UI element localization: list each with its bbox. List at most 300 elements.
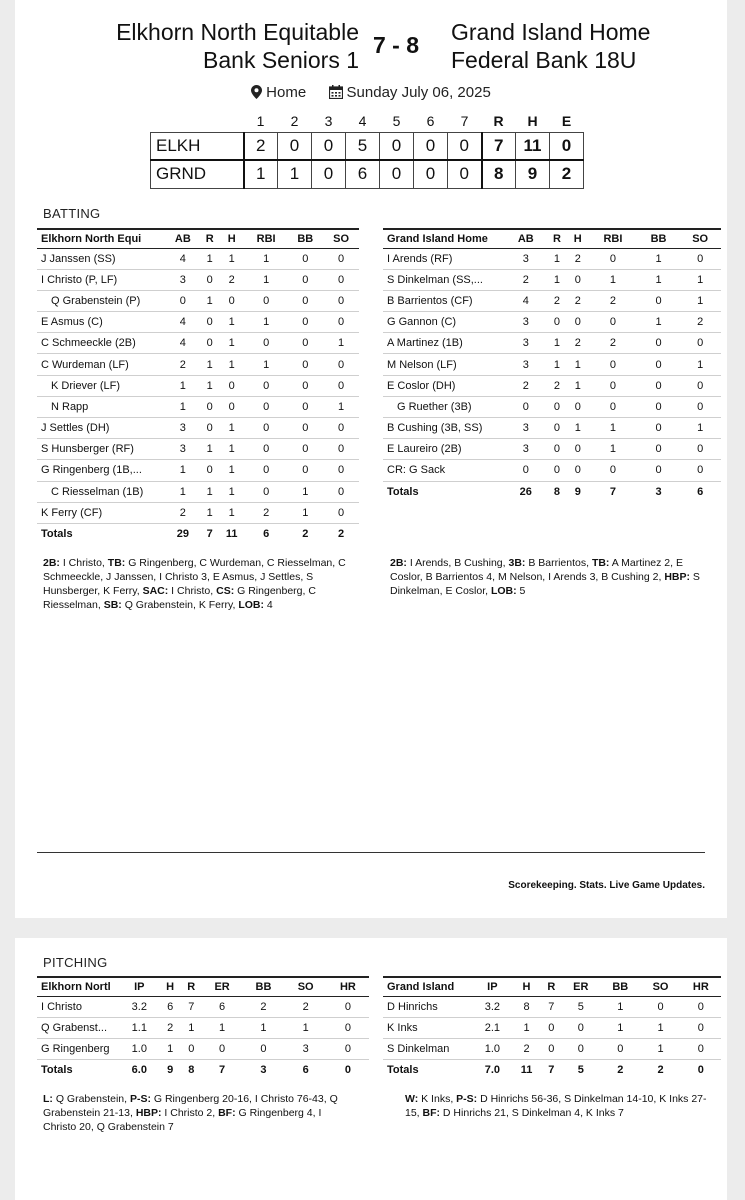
player-name[interactable]: I Christo (P, LF): [37, 269, 165, 290]
player-row[interactable]: [383, 1017, 721, 1038]
player-name[interactable]: G Ruether (3B): [383, 396, 505, 417]
runs-total: 7: [482, 132, 516, 160]
total-cell: 11: [219, 523, 245, 544]
divider: [37, 852, 705, 853]
pitching-card: [15, 938, 727, 1200]
location-pin-icon: [251, 85, 262, 99]
stat-cell: 1: [201, 375, 219, 396]
player-row[interactable]: [383, 290, 721, 311]
stat-column-header: SO: [285, 977, 327, 996]
player-name[interactable]: Q Grabenst...: [37, 1017, 119, 1038]
stat-cell: 0: [287, 396, 323, 417]
linescore-row: [151, 160, 584, 188]
stat-cell: 2: [505, 269, 547, 290]
stat-cell: 0: [287, 439, 323, 460]
game-meta: [15, 84, 727, 101]
stat-cell: 0: [245, 439, 288, 460]
stat-cell: 1: [567, 375, 588, 396]
player-row[interactable]: [383, 269, 721, 290]
note-value: K Inks,: [418, 1093, 457, 1105]
location-label: Home: [266, 84, 307, 101]
note-key: TB:: [591, 557, 610, 569]
stat-cell: 2: [285, 996, 327, 1017]
note-key: TB:: [107, 557, 126, 569]
stat-cell: 3: [165, 269, 201, 290]
inning-header: 1: [256, 112, 265, 129]
player-name[interactable]: M Nelson (LF): [383, 354, 505, 375]
note-key: BF:: [218, 1107, 236, 1119]
stat-cell: 3: [505, 312, 547, 333]
totals-label: Totals: [37, 523, 165, 544]
stat-cell: 0: [588, 460, 638, 481]
away-pitching-table: [37, 976, 369, 1081]
stat-cell: 1: [547, 354, 568, 375]
pitching-section-title: PITCHING: [43, 955, 108, 970]
total-cell: 29: [165, 523, 201, 544]
stat-cell: 0: [588, 354, 638, 375]
stat-cell: 2: [165, 502, 201, 523]
player-name[interactable]: C Schmeeckle (2B): [37, 333, 165, 354]
player-row[interactable]: [383, 248, 721, 269]
stat-cell: 1: [165, 396, 201, 417]
note-value: I Christo,: [59, 557, 108, 569]
player-row[interactable]: [383, 312, 721, 333]
stat-cell: 0: [242, 1038, 284, 1059]
stat-cell: 0: [561, 1017, 600, 1038]
player-row[interactable]: [37, 290, 359, 311]
stat-cell: 5: [561, 996, 600, 1017]
away-batting-notes: [43, 556, 355, 612]
stat-cell: 1: [201, 481, 219, 502]
stat-cell: 0: [547, 418, 568, 439]
stat-cell: 0: [201, 460, 219, 481]
note-value: I Christo 2,: [161, 1107, 219, 1119]
player-name[interactable]: G Gannon (C): [383, 312, 505, 333]
inning-score: 2: [244, 132, 278, 160]
stat-cell: 1: [219, 418, 245, 439]
stat-cell: 7: [541, 996, 561, 1017]
inning-score: 6: [346, 160, 380, 188]
stat-header-row: [37, 977, 369, 996]
total-cell: 7: [201, 523, 219, 544]
stat-cell: 1: [638, 248, 680, 269]
note-key: 3B:: [508, 557, 526, 569]
inning-header: 7: [460, 112, 469, 129]
away-pitching-notes: [43, 1092, 355, 1134]
runs-header: R: [493, 112, 504, 129]
inning-header: 4: [358, 112, 367, 129]
note-key: 2B:: [43, 557, 60, 569]
note-key: W:: [405, 1093, 419, 1105]
stat-cell: 0: [679, 396, 721, 417]
player-name[interactable]: C Riesselman (1B): [37, 481, 165, 502]
player-name[interactable]: CR: G Sack: [383, 460, 505, 481]
player-name[interactable]: K Ferry (CF): [37, 502, 165, 523]
stat-cell: 1: [245, 269, 288, 290]
stat-cell: 1: [600, 1017, 640, 1038]
player-row[interactable]: [37, 1017, 369, 1038]
player-name[interactable]: N Rapp: [37, 396, 165, 417]
stat-column-header: RBI: [588, 229, 638, 248]
player-name[interactable]: E Coslor (DH): [383, 375, 505, 396]
player-row[interactable]: [37, 354, 359, 375]
stat-cell: 0: [201, 269, 219, 290]
stat-column-header: R: [181, 977, 202, 996]
total-cell: 6: [679, 481, 721, 502]
stat-cell: 0: [638, 375, 680, 396]
stat-cell: 0: [323, 269, 359, 290]
stat-cell: 0: [287, 418, 323, 439]
stat-cell: 1: [219, 460, 245, 481]
player-name[interactable]: S Dinkelman (SS,...: [383, 269, 505, 290]
team-column-header[interactable]: Grand Island Home: [383, 229, 505, 248]
player-name[interactable]: I Christo: [37, 996, 119, 1017]
stat-column-header: SO: [323, 229, 359, 248]
stat-column-header: H: [567, 229, 588, 248]
stat-cell: 1.0: [119, 1038, 160, 1059]
total-cell: 7: [588, 481, 638, 502]
player-name[interactable]: E Asmus (C): [37, 312, 165, 333]
note-key: HBP:: [664, 571, 690, 583]
inning-score: 0: [312, 132, 346, 160]
stat-cell: 0: [181, 1038, 202, 1059]
stat-column-header: SO: [640, 977, 680, 996]
inning-score: 0: [380, 160, 414, 188]
stat-cell: 1: [201, 439, 219, 460]
linescore-table: [150, 110, 584, 189]
total-cell: 3: [638, 481, 680, 502]
stat-cell: 0: [588, 312, 638, 333]
stat-cell: 0: [323, 312, 359, 333]
stat-cell: 4: [505, 290, 547, 311]
stat-cell: 0: [165, 290, 201, 311]
stat-cell: 0: [567, 269, 588, 290]
stat-cell: 0: [327, 996, 369, 1017]
player-name[interactable]: I Arends (RF): [383, 248, 505, 269]
player-row[interactable]: [37, 1038, 369, 1059]
stat-cell: 0: [287, 333, 323, 354]
note-key: SB:: [103, 599, 122, 611]
stat-cell: 0: [638, 354, 680, 375]
stat-cell: 1: [638, 312, 680, 333]
stat-cell: 0: [323, 439, 359, 460]
stat-cell: 1: [567, 418, 588, 439]
stat-cell: 0: [561, 1038, 600, 1059]
stat-cell: 0: [323, 375, 359, 396]
stat-cell: 3: [285, 1038, 327, 1059]
stat-cell: 0: [541, 1017, 561, 1038]
stat-cell: 3: [505, 439, 547, 460]
player-name[interactable]: A Martinez (1B): [383, 333, 505, 354]
stat-cell: 0: [567, 439, 588, 460]
stat-cell: 1.0: [473, 1038, 512, 1059]
stat-cell: 0: [327, 1038, 369, 1059]
stat-cell: 1: [588, 439, 638, 460]
player-row[interactable]: [37, 248, 359, 269]
player-name[interactable]: B Cushing (3B, SS): [383, 418, 505, 439]
player-row[interactable]: [37, 996, 369, 1017]
player-name[interactable]: K Driever (LF): [37, 375, 165, 396]
inning-score: 0: [278, 132, 312, 160]
stat-cell: 0: [567, 396, 588, 417]
player-name[interactable]: D Hinrichs: [383, 996, 473, 1017]
linescore-team: ELKH: [151, 132, 244, 160]
player-row[interactable]: [383, 333, 721, 354]
stat-cell: 4: [165, 312, 201, 333]
total-cell: 2: [600, 1060, 640, 1081]
stat-cell: 0: [287, 460, 323, 481]
player-row[interactable]: [37, 502, 359, 523]
inning-score: 1: [278, 160, 312, 188]
total-cell: 11: [512, 1060, 542, 1081]
linescore-team: GRND: [151, 160, 244, 188]
stat-cell: 1: [547, 269, 568, 290]
stat-cell: 0: [505, 460, 547, 481]
stat-cell: 0: [681, 1038, 721, 1059]
stat-cell: 0: [201, 418, 219, 439]
note-key: L:: [43, 1093, 53, 1105]
player-row[interactable]: [383, 396, 721, 417]
stat-cell: 2: [219, 269, 245, 290]
stat-header-row: [383, 229, 721, 248]
player-name[interactable]: S Hunsberger (RF): [37, 439, 165, 460]
stat-cell: 3.2: [119, 996, 160, 1017]
stat-cell: 1: [640, 1017, 680, 1038]
note-value: G Ringenberg 20-16, I Christo 76-43, Q Grabenstein 21-13,: [43, 1093, 338, 1119]
linescore-header-row: [151, 110, 584, 132]
note-key: 2B:: [390, 557, 407, 569]
stat-cell: 1: [245, 312, 288, 333]
player-row[interactable]: [37, 312, 359, 333]
stat-cell: 0: [679, 333, 721, 354]
stat-cell: 7: [181, 996, 202, 1017]
boxscore-card: [15, 0, 727, 918]
away-team-line1: Elkhorn North Equitable: [116, 19, 359, 45]
stat-cell: 1: [679, 418, 721, 439]
stat-cell: 1: [679, 290, 721, 311]
stat-cell: 1: [285, 1017, 327, 1038]
away-team-line2: Bank Seniors 1: [203, 47, 359, 73]
stat-cell: 1: [201, 502, 219, 523]
stat-cell: 2: [165, 354, 201, 375]
stat-cell: 0: [588, 248, 638, 269]
away-team-name[interactable]: [116, 18, 359, 74]
player-row[interactable]: [37, 333, 359, 354]
stat-cell: 1: [219, 333, 245, 354]
note-key: HBP:: [135, 1107, 162, 1119]
total-cell: 5: [561, 1060, 600, 1081]
player-row[interactable]: [383, 375, 721, 396]
stat-cell: 3: [505, 418, 547, 439]
player-name[interactable]: S Dinkelman: [383, 1038, 473, 1059]
stat-cell: 0: [679, 460, 721, 481]
note-value: 5: [516, 585, 526, 597]
player-name[interactable]: G Ringenberg (1B,...: [37, 460, 165, 481]
note-key: CS:: [216, 585, 235, 597]
home-team-name[interactable]: [451, 18, 650, 74]
stat-cell: 4: [165, 248, 201, 269]
player-row[interactable]: [383, 1038, 721, 1059]
player-row[interactable]: [37, 375, 359, 396]
player-name[interactable]: B Barrientos (CF): [383, 290, 505, 311]
inning-score: 0: [380, 132, 414, 160]
stat-cell: 0: [681, 1017, 721, 1038]
note-value: I Arends, B Cushing,: [406, 557, 509, 569]
note-value: D Hinrichs 21, S Dinkelman 4, K Inks 7: [440, 1107, 624, 1119]
stat-cell: 0: [640, 996, 680, 1017]
stat-cell: 1: [242, 1017, 284, 1038]
stat-cell: 0: [588, 396, 638, 417]
total-cell: 2: [287, 523, 323, 544]
stat-column-header: H: [160, 977, 181, 996]
note-value: G Ringenberg, C Wurdeman, C Riesselman, C Schmeeckle, J Janssen, I Christo 3, E Asmus, J Settles, S Hunsberger, K Ferry,: [43, 557, 346, 597]
stat-cell: 0: [287, 312, 323, 333]
player-row[interactable]: [383, 996, 721, 1017]
linescore-row: [151, 132, 584, 160]
player-row[interactable]: [37, 269, 359, 290]
stat-cell: 0: [245, 375, 288, 396]
total-cell: 0: [681, 1060, 721, 1081]
total-cell: 6: [245, 523, 288, 544]
hits-header: H: [527, 112, 538, 129]
stat-cell: 1: [679, 354, 721, 375]
player-row[interactable]: [383, 460, 721, 481]
stat-column-header: R: [547, 229, 568, 248]
stat-cell: 1: [512, 1017, 542, 1038]
player-row[interactable]: [37, 418, 359, 439]
stat-cell: 2: [588, 333, 638, 354]
stat-header-row: [383, 977, 721, 996]
inning-score: 5: [346, 132, 380, 160]
totals-label: Totals: [383, 481, 505, 502]
stat-column-header: AB: [505, 229, 547, 248]
stat-cell: 0: [245, 481, 288, 502]
stat-cell: 0: [201, 396, 219, 417]
stat-cell: 6: [202, 996, 243, 1017]
errors-total: 2: [550, 160, 584, 188]
inning-score: 0: [448, 132, 482, 160]
player-row[interactable]: [37, 396, 359, 417]
stat-cell: 1: [638, 269, 680, 290]
home-team-line1: Grand Island Home: [451, 19, 651, 45]
stat-column-header: HR: [681, 977, 721, 996]
stat-cell: 0: [638, 290, 680, 311]
stat-cell: 0: [219, 375, 245, 396]
player-row[interactable]: [37, 439, 359, 460]
stat-column-header: RBI: [245, 229, 288, 248]
stat-cell: 0: [588, 375, 638, 396]
total-cell: 9: [567, 481, 588, 502]
player-row[interactable]: [383, 439, 721, 460]
stat-cell: 0: [245, 418, 288, 439]
stat-column-header: BB: [638, 229, 680, 248]
total-cell: 7: [541, 1060, 561, 1081]
stat-cell: 0: [638, 418, 680, 439]
hits-total: 9: [516, 160, 550, 188]
player-name[interactable]: J Janssen (SS): [37, 248, 165, 269]
stat-cell: 0: [679, 248, 721, 269]
team-column-header[interactable]: Grand Island: [383, 977, 473, 996]
stat-cell: 0: [323, 290, 359, 311]
player-row[interactable]: [383, 354, 721, 375]
stat-cell: 1: [165, 481, 201, 502]
stat-cell: 1: [219, 312, 245, 333]
team-column-header[interactable]: Elkhorn Nortl: [37, 977, 119, 996]
stat-cell: 2: [505, 375, 547, 396]
stat-cell: 1: [201, 290, 219, 311]
stat-cell: 0: [323, 354, 359, 375]
inning-header: 2: [290, 112, 299, 129]
home-pitching-notes: [405, 1092, 717, 1120]
totals-label: Totals: [37, 1060, 119, 1081]
footer-tagline: Scorekeeping. Stats. Live Game Updates.: [508, 880, 705, 891]
stat-cell: 1: [160, 1038, 181, 1059]
player-row[interactable]: [37, 460, 359, 481]
inning-score: 0: [448, 160, 482, 188]
batting-section-title: BATTING: [43, 206, 101, 221]
stat-cell: 0: [679, 375, 721, 396]
stat-cell: 1: [547, 333, 568, 354]
stat-cell: 0: [567, 460, 588, 481]
stat-column-header: H: [512, 977, 542, 996]
stat-cell: 0: [541, 1038, 561, 1059]
note-value: Q Grabenstein,: [52, 1093, 130, 1105]
note-value: S Dinkelman, E Coslor,: [390, 571, 700, 597]
stat-cell: 3: [165, 418, 201, 439]
stat-cell: 2: [242, 996, 284, 1017]
stat-cell: 8: [512, 996, 542, 1017]
stat-cell: 2: [567, 290, 588, 311]
total-cell: 3: [242, 1060, 284, 1081]
team-column-header[interactable]: Elkhorn North Equi: [37, 229, 165, 248]
stat-cell: 1: [287, 481, 323, 502]
inning-header: 3: [324, 112, 333, 129]
stat-cell: 0: [323, 248, 359, 269]
total-cell: 6: [285, 1060, 327, 1081]
total-cell: 7: [202, 1060, 243, 1081]
stat-cell: 0: [323, 460, 359, 481]
stat-cell: 0: [287, 290, 323, 311]
stat-cell: 0: [638, 396, 680, 417]
stat-cell: 1: [201, 354, 219, 375]
player-name[interactable]: C Wurdeman (LF): [37, 354, 165, 375]
player-name[interactable]: E Laureiro (2B): [383, 439, 505, 460]
stat-cell: 3: [165, 439, 201, 460]
player-name[interactable]: G Ringenberg: [37, 1038, 119, 1059]
game-score: 7 - 8: [372, 32, 420, 58]
stat-cell: 0: [287, 375, 323, 396]
stat-cell: 0: [323, 418, 359, 439]
player-name[interactable]: K Inks: [383, 1017, 473, 1038]
stat-cell: 2: [512, 1038, 542, 1059]
note-value: D Hinrichs 56-36, S Dinkelman 14-10, K Inks 27-15,: [405, 1093, 707, 1119]
note-value: Q Grabenstein, K Ferry,: [121, 599, 239, 611]
stat-cell: 1: [287, 502, 323, 523]
home-batting-table: [383, 228, 721, 502]
player-row[interactable]: [37, 481, 359, 502]
stat-cell: 0: [505, 396, 547, 417]
player-name[interactable]: Q Grabenstein (P): [37, 290, 165, 311]
stat-cell: 1: [219, 354, 245, 375]
stat-cell: 0: [245, 460, 288, 481]
stat-cell: 1: [588, 418, 638, 439]
player-row[interactable]: [383, 418, 721, 439]
stat-cell: 0: [547, 460, 568, 481]
away-batting-table: [37, 228, 359, 545]
stat-cell: 1: [588, 269, 638, 290]
player-name[interactable]: J Settles (DH): [37, 418, 165, 439]
totals-label: Totals: [383, 1060, 473, 1081]
